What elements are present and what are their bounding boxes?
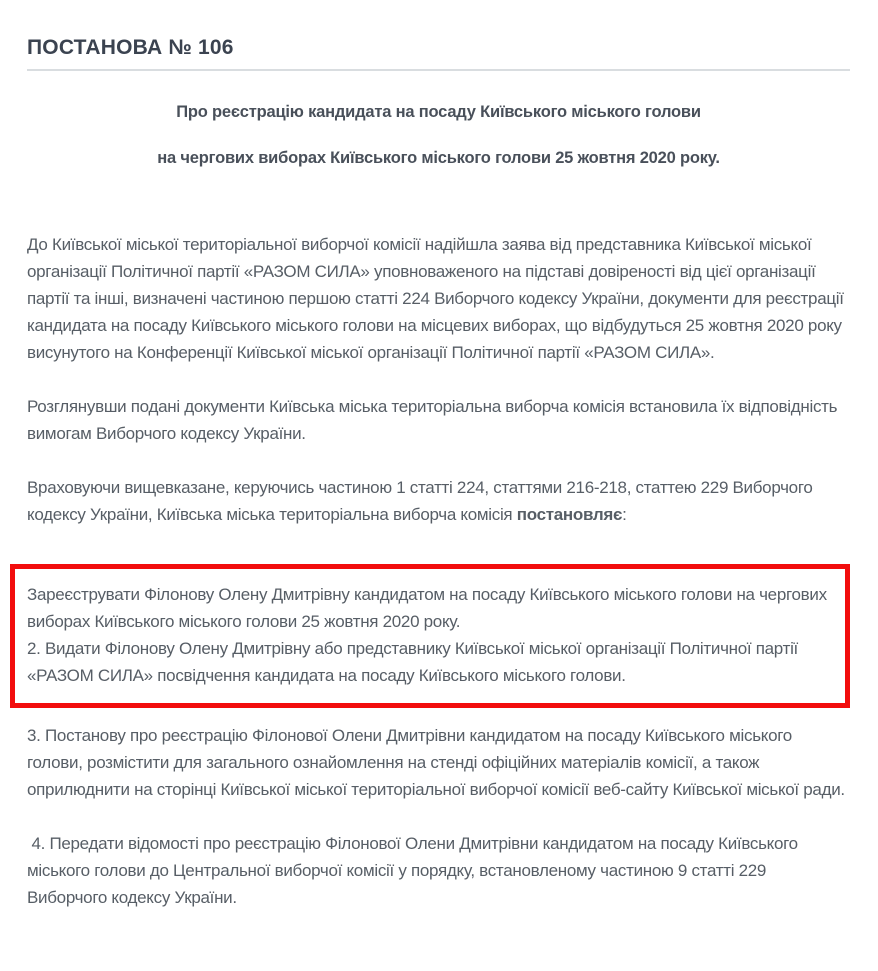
highlighted-decision-box <box>10 564 850 708</box>
legal-basis-text: Враховуючи вищевказане, керуючись частиною 1 статті 224, статтями 216-218, статтею 229 Виборчого кодексу України, Київська міська територіальна виборча комісія <box>27 478 813 525</box>
document-subject-line-2: на чергових виборах Київського міського голови 25 жовтня 2020 року. <box>157 149 720 168</box>
paragraph-item-4-transfer-info: 4. Передати відомості про реєстрацію Філонової Олени Дмитрівни кандидатом на посаду Київського міського голови до Центральної виборчої комісії у порядку, встановленому частиною 9 статті 229 Виборчого кодексу України. <box>27 834 803 908</box>
resolves-colon: : <box>622 505 627 525</box>
title-divider <box>27 69 850 71</box>
page-title: ПОСТАНОВА № 106 <box>27 36 234 59</box>
decision-item-register-candidate: Зареєструвати Філонову Олену Дмитрівну кандидатом на посаду Київського міського голови на чергових виборах Київського міського голови 25 жовтня 2020 року. <box>27 585 827 632</box>
resolves-keyword: постановляє <box>516 505 623 525</box>
paragraph-documents-review: Розглянувши подані документи Київська міська територіальна виборча комісія встановила їх відповідність вимогам Виборчого кодексу України. <box>27 397 838 444</box>
paragraph-item-3-publication: 3. Постанову про реєстрацію Філонової Олени Дмитрівни кандидатом на посаду Київського міського голови, розмістити для загального ознайомлення на стенді офіційних матеріалів комісії, а також оприлюднити на сторінці Київської міської територіальної виборчої комісії веб-сайту Київської міської ради. <box>27 726 845 800</box>
paragraph-application-intro: До Київської міської територіальної виборчої комісії надійшла заява від представника Київської міської організації Політичної партії «РАЗОМ СИЛА» уповноваженого на підставі довіреності від цієї організації партії та інші, визначені частиною першою статті 224 Виборчого кодексу України, документи для реєстрації кандидата на посаду Київського міського голови на місцевих виборах, що відбудуться 25 жовтня 2020 року висунутого на Конференції Київської міської організації Політичної партії «РАЗОМ СИЛА». <box>27 235 844 363</box>
document-subject-line-1: Про реєстрацію кандидата на посаду Київського міського голови <box>176 103 701 122</box>
decision-item-issue-certificate: 2. Видати Філонову Олену Дмитрівну або представнику Київської міської організації Політичної партії «РАЗОМ СИЛА» посвідчення кандидата на посаду Київського міського голови. <box>27 639 798 686</box>
paragraph-legal-basis <box>27 474 850 528</box>
